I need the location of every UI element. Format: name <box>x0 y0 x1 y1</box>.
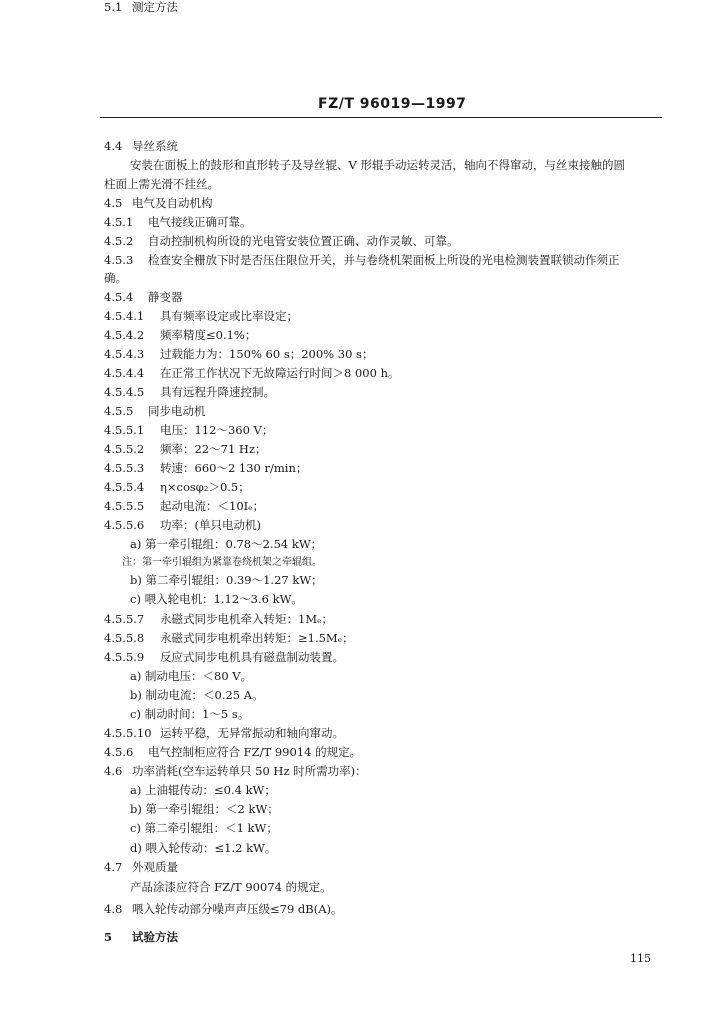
clause-text: 自动控制机构所设的光电管安装位置正确、动作灵敏、可靠。 <box>148 234 459 248</box>
clause-text: 在正常工作状况下无故障运行时间＞8 000 h。 <box>160 366 400 380</box>
clause-text: d) 喂入轮传动：≤1.2 kW。 <box>130 841 277 855</box>
text-line <box>130 707 690 721</box>
clause-number: 4.5.1 <box>104 215 134 229</box>
text-line <box>130 688 690 702</box>
clause-text: c) 第二牵引辊组：＜1 kW； <box>130 821 278 835</box>
clause-text: 产品涂漆应符合 FZ/T 90074 的规定。 <box>130 880 332 894</box>
clause-number: 4.5.5.4 <box>104 480 145 494</box>
clause-text: b) 制动电流：＜0.25 A。 <box>130 688 264 702</box>
clause-number: 4.5.4.4 <box>104 366 145 380</box>
text-line <box>104 177 664 191</box>
clause-line <box>104 726 664 740</box>
clause-text: 同步电动机 <box>148 404 206 418</box>
clause-number: 5.1 <box>104 0 123 14</box>
text-line <box>104 271 664 285</box>
clause-line <box>104 745 664 759</box>
clause-number: 4.5.5.3 <box>104 461 145 475</box>
clause-line <box>104 631 664 645</box>
clause-line <box>104 480 664 494</box>
text-line <box>130 592 690 606</box>
clause-number: 4.5.5.7 <box>104 612 145 626</box>
clause-line <box>104 930 664 944</box>
clause-text: 检查安全栅放下时是否压住限位开关，并与卷绕机架面板上所设的光电检测装置联锁动作须正 <box>148 253 620 267</box>
clause-number: 4.4 <box>104 139 123 153</box>
clause-text: 电压：112～360 V； <box>160 423 274 437</box>
clause-number: 4.5.5.5 <box>104 499 145 513</box>
clause-line <box>104 404 664 418</box>
clause-text: 具有远程升降速控制。 <box>160 385 275 399</box>
clause-number: 4.5.5.1 <box>104 423 145 437</box>
clause-line <box>104 234 664 248</box>
clause-line <box>104 461 664 475</box>
text-line <box>130 669 690 683</box>
page-number: 115 <box>630 952 651 965</box>
clause-text: 功率：(单只电动机) <box>160 518 261 532</box>
clause-text: 喂入轮传动部分噪声声压级≤79 dB(A)。 <box>132 902 343 916</box>
clause-number: 4.5.3 <box>104 253 134 267</box>
clause-text: 电气及自动机构 <box>132 196 213 210</box>
clause-text: 功率消耗(空车运转单只 50 Hz 时所需功率)： <box>132 764 367 778</box>
clause-line <box>104 612 664 626</box>
clause-text: 反应式同步电机具有磁盘制动装置。 <box>160 650 344 664</box>
clause-text: 外观质量 <box>132 860 178 874</box>
clause-text: 运转平稳，无异常振动和轴向窜动。 <box>160 726 344 740</box>
clause-number: 4.5 <box>104 196 123 210</box>
clause-text: η×cosφ₂＞0.5； <box>160 480 250 494</box>
clause-number: 4.5.5.9 <box>104 650 145 664</box>
clause-line <box>104 499 664 513</box>
clause-text: a) 上油辊传动：≤0.4 kW； <box>130 783 276 797</box>
clause-number: 4.6 <box>104 764 123 778</box>
clause-number: 4.5.4.3 <box>104 347 145 361</box>
clause-line <box>104 518 664 532</box>
standard-code-header: FZ/T 96019—1997 <box>318 96 467 112</box>
clause-text: a) 制动电压：＜80 V。 <box>130 669 253 683</box>
clause-number: 4.5.2 <box>104 234 134 248</box>
clause-number: 4.5.5.8 <box>104 631 145 645</box>
text-line <box>130 841 690 855</box>
clause-line <box>104 442 664 456</box>
clause-text: 频率精度≤0.1%； <box>160 328 257 342</box>
clause-number: 4.5.4.5 <box>104 385 145 399</box>
clause-text: 试验方法 <box>132 930 178 944</box>
clause-text: 导丝系统 <box>132 139 178 153</box>
text-line <box>130 537 690 551</box>
clause-number: 4.5.5 <box>104 404 134 418</box>
clause-line <box>104 0 664 14</box>
clause-line <box>104 139 664 153</box>
clause-text: 静变器 <box>148 290 183 304</box>
clause-number: 4.5.4 <box>104 290 134 304</box>
text-line <box>130 573 690 587</box>
clause-number: 4.7 <box>104 860 123 874</box>
clause-line <box>104 347 664 361</box>
clause-text: 注：第一牵引辊组为紧靠卷绕机架之牵辊组。 <box>122 557 322 568</box>
text-line <box>130 158 690 172</box>
clause-text: 频率：22～71 Hz； <box>160 442 267 456</box>
clause-line <box>104 309 664 323</box>
clause-text: 具有频率设定或比率设定； <box>160 309 298 323</box>
clause-line <box>104 196 664 210</box>
clause-line <box>104 290 664 304</box>
clause-text: 永磁式同步电机牵出转矩：≥1.5Mₑ； <box>160 631 354 645</box>
clause-text: 确。 <box>104 271 127 285</box>
clause-text: 柱面上需光滑不挂丝。 <box>104 177 219 191</box>
clause-text: 起动电流：＜10Iₑ； <box>160 499 265 513</box>
clause-line <box>104 650 664 664</box>
clause-text: 永磁式同步电机牵入转矩：1Mₑ； <box>160 612 334 626</box>
clause-number: 4.5.5.2 <box>104 442 145 456</box>
clause-text: 安装在面板上的鼓形和直形转子及导丝辊、V 形辊手动运转灵活，轴向不得窜动，与丝束接触的圆 <box>130 158 625 172</box>
clause-line <box>104 385 664 399</box>
clause-text: 过载能力为：150% 60 s；200% 30 s； <box>160 347 374 361</box>
text-line <box>122 556 682 570</box>
clause-number: 5 <box>104 930 113 944</box>
text-line <box>130 821 690 835</box>
clause-line <box>104 902 664 916</box>
text-line <box>130 880 690 894</box>
clause-number: 4.5.5.6 <box>104 518 145 532</box>
clause-line <box>104 253 664 267</box>
clause-text: c) 制动时间：1～5 s。 <box>130 707 250 721</box>
clause-line <box>104 328 664 342</box>
clause-text: 电气控制柜应符合 FZ/T 99014 的规定。 <box>148 745 362 759</box>
clause-number: 4.5.6 <box>104 745 134 759</box>
header-rule <box>100 117 662 118</box>
clause-text: 转速：660～2 130 r/min； <box>160 461 308 475</box>
text-line <box>130 783 690 797</box>
clause-text: c) 喂入轮电机：1.12～3.6 kW。 <box>130 592 303 606</box>
clause-text: a) 第一牵引辊组：0.78～2.54 kW； <box>130 537 323 551</box>
text-line <box>130 802 690 816</box>
clause-line <box>104 764 664 778</box>
clause-number: 4.5.5.10 <box>104 726 152 740</box>
clause-line <box>104 860 664 874</box>
clause-text: b) 第一牵引辊组：＜2 kW； <box>130 802 279 816</box>
clause-line <box>104 423 664 437</box>
clause-line <box>104 215 664 229</box>
clause-line <box>104 366 664 380</box>
clause-number: 4.5.4.2 <box>104 328 145 342</box>
clause-text: 电气接线正确可靠。 <box>148 215 252 229</box>
clause-text: 测定方法 <box>132 0 178 14</box>
clause-number: 4.5.4.1 <box>104 309 145 323</box>
clause-number: 4.8 <box>104 902 123 916</box>
clause-text: b) 第二牵引辊组：0.39～1.27 kW； <box>130 573 323 587</box>
